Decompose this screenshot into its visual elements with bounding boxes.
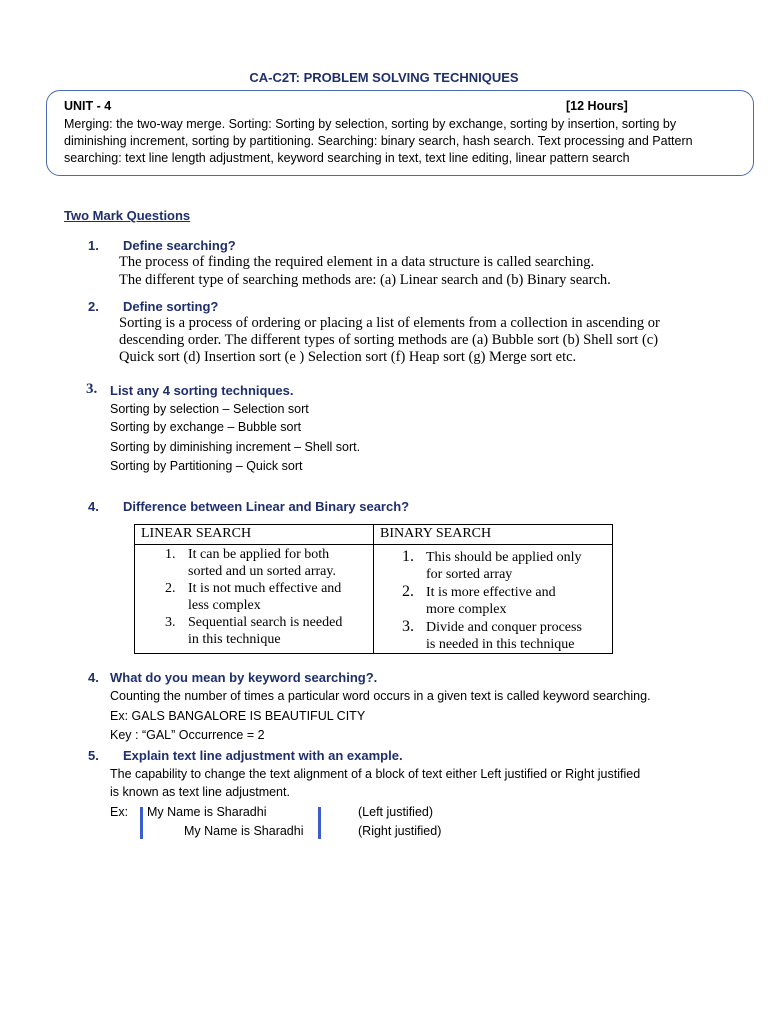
list-item: less complex [188, 598, 261, 613]
question-number: 1. [88, 238, 99, 253]
answer-line: Key : “GAL” Occurrence = 2 [110, 728, 265, 742]
table-row [135, 545, 613, 654]
syllabus-line: searching: text line length adjustment, keyword searching in text, text line editing, linear pattern search [64, 151, 630, 165]
answer-line: Sorting is a process of ordering or placing a list of elements from a collection in ascending or [119, 315, 660, 331]
table-header: LINEAR SEARCH [135, 525, 374, 545]
syllabus-line: diminishing increment, sorting by partitioning. Searching: binary search, hash search. Text processing and Pattern [64, 134, 693, 148]
list-number: 2. [402, 583, 414, 600]
answer-line: Sorting by Partitioning – Quick sort [110, 459, 303, 473]
answer-line: Sorting by exchange – Bubble sort [110, 420, 302, 434]
question-number: 4. [88, 499, 99, 514]
section-heading: Two Mark Questions [64, 208, 191, 223]
right-justified-note: (Right justified) [358, 824, 442, 838]
answer-line: Counting the number of times a particular word occurs in a given text is called keyword searching. [110, 689, 651, 703]
left-margin-bar [140, 807, 143, 839]
unit-hours: [12 Hours] [566, 99, 628, 113]
list-item: It can be applied for both [188, 547, 330, 562]
document-title: CA-C2T: PROBLEM SOLVING TECHNIQUES [249, 70, 519, 85]
left-justified-note: (Left justified) [358, 805, 434, 819]
left-justified-example: My Name is Sharadhi [147, 805, 267, 819]
question-text: Difference between Linear and Binary search? [123, 499, 410, 514]
question-number: 4. [88, 670, 99, 685]
list-item: for sorted array [426, 567, 513, 582]
question-text: Explain text line adjustment with an example. [123, 748, 403, 763]
list-item: Divide and conquer process [426, 620, 582, 635]
list-item: is needed in this technique [426, 637, 575, 652]
list-item: It is not much effective and [188, 581, 342, 596]
question-number: 3. [86, 381, 98, 397]
binary-search-cell [374, 545, 613, 654]
answer-line: Quick sort (d) Insertion sort (e ) Selection sort (f) Heap sort (g) Merge sort etc. [119, 349, 577, 365]
right-margin-bar [318, 807, 321, 839]
question-text: List any 4 sorting techniques. [110, 383, 294, 398]
answer-line: descending order. The different types of sorting methods are (a) Bubble sort (b) Shell sort (c) [119, 332, 659, 348]
example-label: Ex: [110, 805, 129, 819]
list-item: Sequential search is needed [188, 615, 343, 630]
table-header: BINARY SEARCH [374, 525, 613, 545]
question-text: Define searching? [123, 238, 236, 253]
list-number: 3. [402, 618, 414, 635]
answer-line: is known as text line adjustment. [110, 785, 290, 799]
question-number: 5. [88, 748, 99, 763]
unit-label: UNIT - 4 [64, 99, 112, 113]
answer-line: The different type of searching methods are: (a) Linear search and (b) Binary search. [119, 272, 611, 288]
list-item: in this technique [188, 632, 281, 647]
list-number: 2. [165, 581, 176, 596]
list-item: This should be applied only [426, 550, 582, 565]
linear-search-cell [135, 545, 374, 654]
list-number: 3. [165, 615, 176, 630]
list-number: 1. [165, 547, 176, 562]
answer-line: The process of finding the required element in a data structure is called searching. [119, 254, 595, 270]
question-text: What do you mean by keyword searching?. [110, 670, 378, 685]
table-header-row [135, 525, 613, 545]
list-item: It is more effective and [426, 585, 556, 600]
list-item: sorted and un sorted array. [188, 564, 336, 579]
answer-line: Ex: GALS BANGALORE IS BEAUTIFUL CITY [110, 709, 366, 723]
syllabus-line: Merging: the two-way merge. Sorting: Sorting by selection, sorting by exchange, sorting by insertion, sorting by [64, 117, 677, 131]
question-number: 2. [88, 299, 99, 314]
answer-line: Sorting by diminishing increment – Shell sort. [110, 440, 361, 454]
answer-line: Sorting by selection – Selection sort [110, 402, 309, 416]
question-text: Define sorting? [123, 299, 219, 314]
answer-line: The capability to change the text alignment of a block of text either Left justified or Right justified [110, 767, 641, 781]
comparison-table [134, 524, 613, 654]
right-justified-example: My Name is Sharadhi [184, 824, 304, 838]
list-number: 1. [402, 548, 414, 565]
list-item: more complex [426, 602, 507, 617]
